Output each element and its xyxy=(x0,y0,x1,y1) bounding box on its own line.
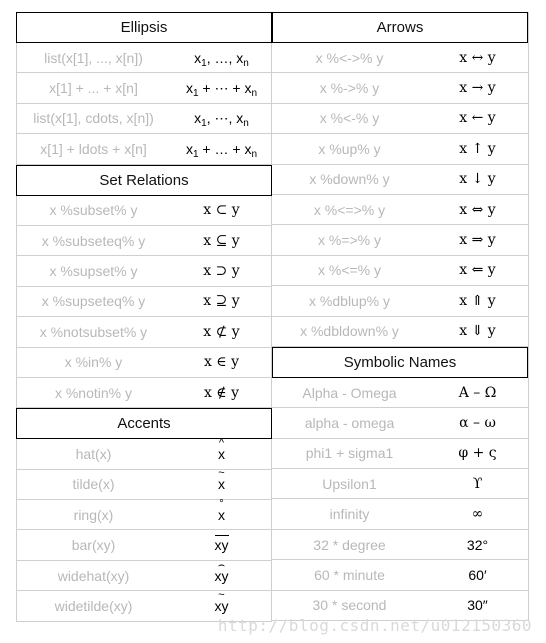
bar-accent: xy xyxy=(214,537,229,554)
result-formula: 30″ xyxy=(467,597,488,614)
result-formula xyxy=(171,436,272,462)
result-formula: x ⊂ y xyxy=(203,202,240,219)
watermark-text: http://blog.csdn.net/u012150360 xyxy=(217,616,532,635)
widehat-accent: ⌢ xyxy=(217,558,226,571)
table-row xyxy=(272,499,528,529)
result-formula: $x_1$ + … + $x_n$ xyxy=(185,140,258,160)
command-text: alpha - omega xyxy=(304,414,395,431)
command-text: x %in% y xyxy=(64,354,123,371)
command-text: x %subseteq% y xyxy=(41,232,146,249)
table-right-border xyxy=(528,12,529,622)
result-formula: x ↔ y xyxy=(459,49,496,66)
table-row xyxy=(272,195,528,225)
result-formula: x ⇔ y xyxy=(459,201,496,218)
result-formula: x ⊇ y xyxy=(203,293,240,310)
result-formula: φ + ς xyxy=(458,445,497,462)
command-text: 30 * second xyxy=(312,597,387,614)
result-formula: x ← y xyxy=(459,110,496,127)
table-row xyxy=(272,530,528,560)
table-row xyxy=(272,134,528,164)
accent-base: x xyxy=(218,476,225,493)
table-row xyxy=(16,134,272,164)
section-header-set-relations: Set Relations xyxy=(16,165,272,196)
command-text: x[1] + ... + x[n] xyxy=(49,80,138,97)
command-text: tilde(x) xyxy=(72,476,115,493)
table-row xyxy=(272,317,528,347)
command-text: x %dbldown% y xyxy=(300,323,399,340)
result-formula: x ↑ y xyxy=(459,140,496,157)
command-text: x %<=% y xyxy=(317,262,382,279)
accent-base: x xyxy=(218,506,225,523)
command-text: x %=>% y xyxy=(317,232,382,249)
table-row xyxy=(16,104,272,134)
table-row xyxy=(272,439,528,469)
result-formula: $x_1$, ⋯, $x_n$ xyxy=(194,109,249,129)
command-text: x %notsubset% y xyxy=(39,323,148,340)
command-text: x %<-% y xyxy=(319,110,380,127)
accent-base: xy xyxy=(214,567,229,584)
command-text: widehat(xy) xyxy=(57,567,130,584)
accent-base: xy xyxy=(214,597,229,614)
result-formula: x ↓ y xyxy=(459,171,496,188)
command-text: x %<->% y xyxy=(315,49,384,66)
command-text: list(x[1], cdots, x[n]) xyxy=(33,110,154,127)
result-formula: x ⊆ y xyxy=(203,232,240,249)
command-text: hat(x) xyxy=(75,445,112,462)
command-text: x[1] + ldots + x[n] xyxy=(40,140,147,157)
table-row xyxy=(272,225,528,255)
command-text: list(x[1], ..., x[n]) xyxy=(44,49,143,66)
section-header-ellipsis: Ellipsis xyxy=(16,12,272,43)
table-row xyxy=(16,530,272,560)
table-row xyxy=(16,558,272,591)
table-row xyxy=(272,560,528,590)
result-formula xyxy=(171,588,272,614)
command-text: x %supseteq% y xyxy=(41,293,146,310)
command-text: x %<=>% y xyxy=(313,201,386,218)
table-row xyxy=(272,43,528,73)
table-row xyxy=(272,408,528,438)
accent-base: x xyxy=(218,445,225,462)
ring-accent: ° xyxy=(219,497,224,510)
command-text: ring(x) xyxy=(73,506,114,523)
command-text: 32 * degree xyxy=(313,536,386,553)
command-text: x %subset% y xyxy=(49,202,138,219)
section-header-arrows: Arrows xyxy=(272,12,528,43)
result-formula: x ⊄ y xyxy=(203,323,240,340)
table-row xyxy=(16,378,272,408)
result-formula xyxy=(171,467,272,493)
command-text: x %up% y xyxy=(318,140,381,157)
command-text: infinity xyxy=(329,506,370,523)
table-row xyxy=(16,436,272,469)
command-text: widetilde(xy) xyxy=(54,597,133,614)
command-text: 60 * minute xyxy=(314,566,385,583)
table-row xyxy=(16,256,272,286)
left-column xyxy=(16,12,272,622)
table-row xyxy=(16,73,272,103)
section-header-accents: Accents xyxy=(16,408,272,439)
right-column xyxy=(272,12,528,621)
result-formula: x ∉ y xyxy=(203,384,240,401)
table-row xyxy=(16,43,272,73)
table-row xyxy=(16,226,272,256)
table-row xyxy=(16,196,272,226)
hat-accent: ^ xyxy=(218,436,225,449)
result-formula xyxy=(171,497,272,523)
table-row xyxy=(16,287,272,317)
tilde-accent: ~ xyxy=(218,467,225,480)
widetilde-accent: ~ xyxy=(218,588,225,601)
table-row xyxy=(16,467,272,500)
result-formula: 32° xyxy=(466,536,489,553)
table-row xyxy=(16,497,272,530)
table-row xyxy=(272,104,528,134)
command-text: x %notin% y xyxy=(54,384,133,401)
result-formula: x → y xyxy=(459,80,496,97)
result-formula: 60′ xyxy=(468,566,487,583)
command-text: Alpha - Omega xyxy=(302,384,397,401)
table-row xyxy=(272,469,528,499)
result-formula: x ⊃ y xyxy=(203,263,240,280)
command-text: x %->% y xyxy=(319,80,380,97)
result-formula: $x_1$ + ⋯ + $x_n$ xyxy=(185,79,258,99)
result-formula xyxy=(171,558,272,584)
result-formula: x ⇐ y xyxy=(459,262,496,279)
result-formula: x ⇓ y xyxy=(459,323,496,340)
result-formula: ∞ xyxy=(471,506,484,523)
section-header-symbolic-names: Symbolic Names xyxy=(272,347,528,378)
table-row xyxy=(272,286,528,316)
result-formula: x ⇒ y xyxy=(459,232,496,249)
result-formula: $x_1$, …, $x_n$ xyxy=(194,49,249,69)
command-text: x %down% y xyxy=(309,171,390,188)
result-formula: x ∈ y xyxy=(203,354,240,371)
table-row xyxy=(16,348,272,378)
table-row xyxy=(272,73,528,103)
table-row xyxy=(272,165,528,195)
command-text: x %supset% y xyxy=(49,263,138,280)
command-text: phi1 + sigma1 xyxy=(305,445,394,462)
command-text: x %dblup% y xyxy=(309,292,390,309)
table-row xyxy=(272,256,528,286)
result-formula: α – ω xyxy=(459,414,496,431)
command-text: bar(xy) xyxy=(71,537,116,554)
table-row xyxy=(272,378,528,408)
command-text: Upsilon1 xyxy=(322,475,377,492)
result-formula xyxy=(171,537,272,553)
result-formula: Α – Ω xyxy=(458,384,497,401)
result-formula: ϒ xyxy=(472,475,483,492)
result-formula: x ⇑ y xyxy=(459,292,496,309)
table-row xyxy=(16,317,272,347)
